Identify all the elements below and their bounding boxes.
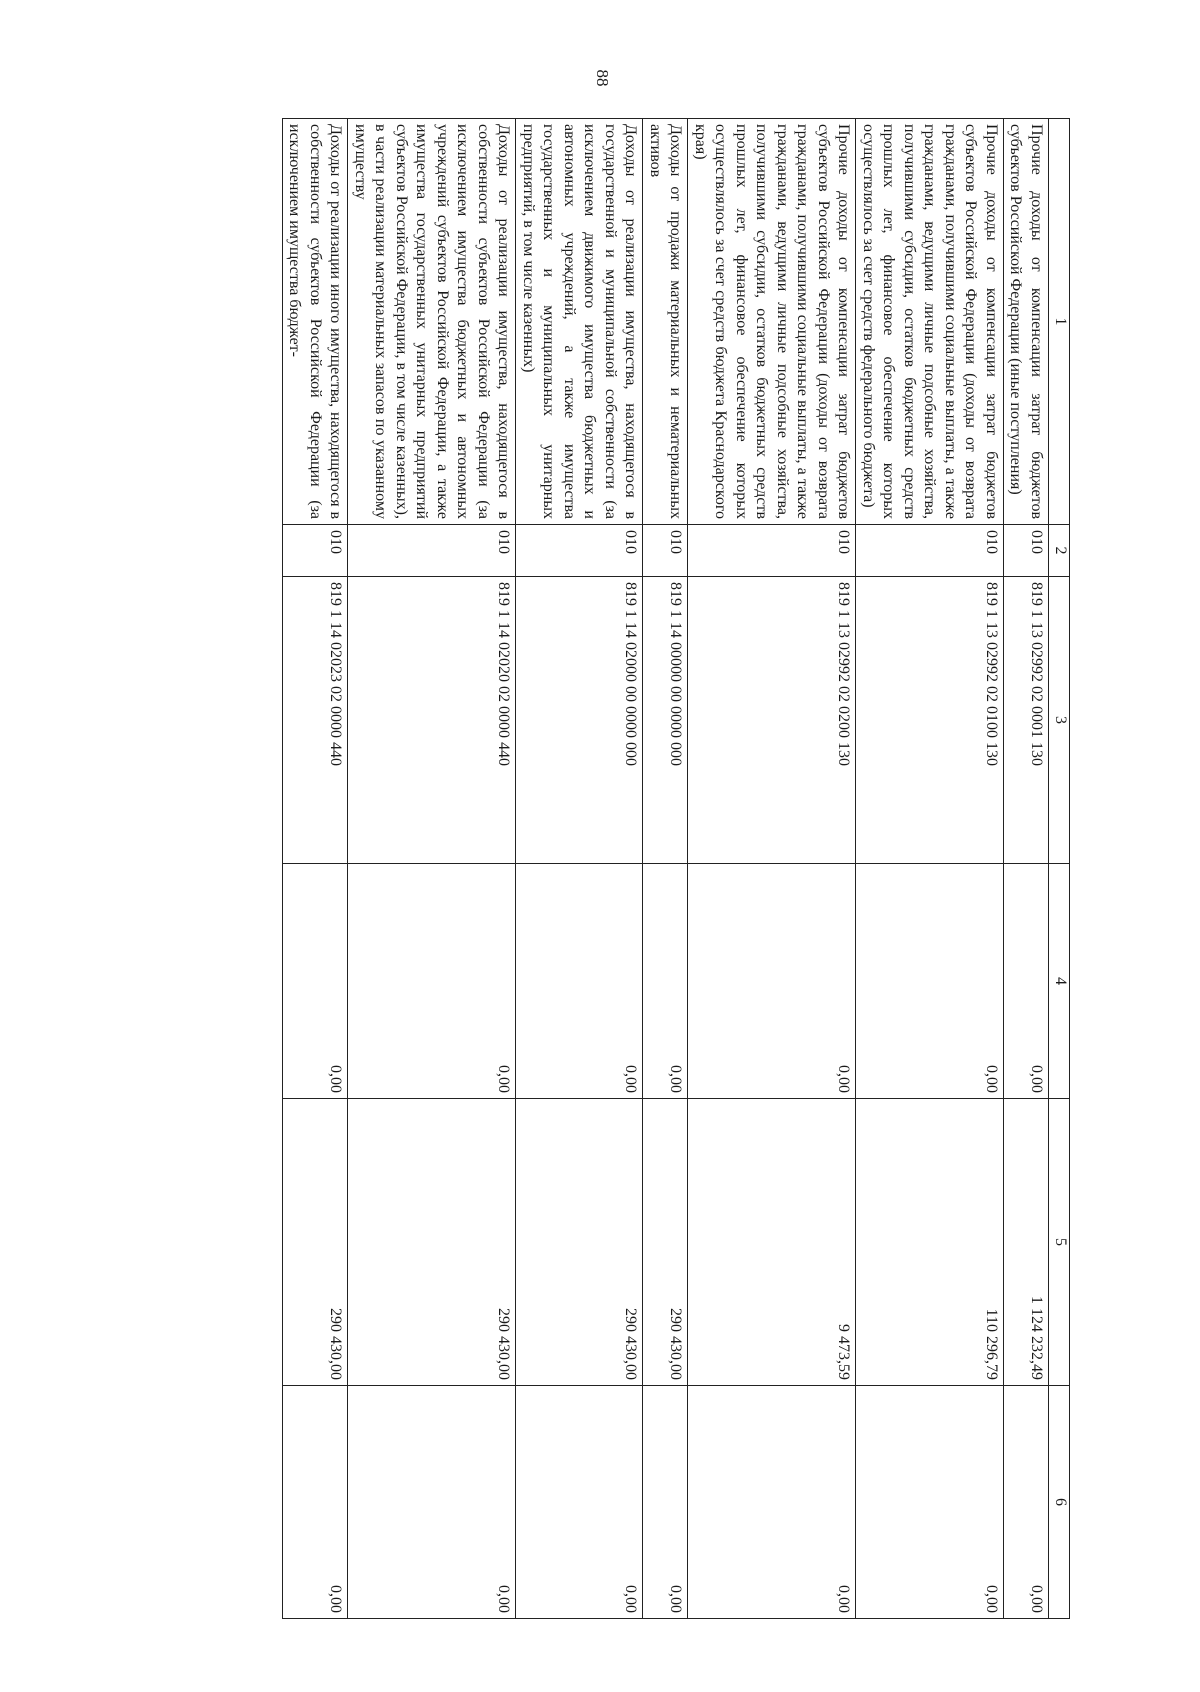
row-line-code: 010 bbox=[856, 525, 1004, 577]
row-budget-code: 819 1 14 02023 02 0000 440 bbox=[283, 577, 349, 864]
row-col6-value: 0,00 bbox=[516, 1386, 643, 1619]
row-line-code: 010 bbox=[516, 525, 643, 577]
row-col4-value: 0,00 bbox=[688, 864, 856, 1099]
column-number-row bbox=[1049, 119, 1070, 1619]
row-col4-value: 0,00 bbox=[348, 864, 516, 1099]
column-header-6: 6 bbox=[1049, 1386, 1070, 1619]
row-col6-value: 0,00 bbox=[856, 1386, 1004, 1619]
table-row bbox=[643, 119, 688, 1619]
row-name: Доходы от продажи материальных и нематериальных активов bbox=[643, 119, 688, 525]
table-row bbox=[856, 119, 1004, 1619]
row-name: Прочие доходы от компенсации затрат бюджетов субъектов Российской Федерации (иные поступления) bbox=[1004, 119, 1049, 525]
row-col6-value: 0,00 bbox=[643, 1386, 688, 1619]
row-name: Прочие доходы от компенсации затрат бюджетов субъектов Российской Федерации (доходы от возврата гражданами, получившими социальные выплаты, а также гражданами, ведущими личные подсобные хозяйства, получившими субсидии, остатков бюджетных средств прошлых лет, финансовое обеспечение которых осуществлялось за счет средств федерального бюджета) bbox=[856, 119, 1004, 525]
row-col6-value: 0,00 bbox=[688, 1386, 856, 1619]
row-line-code: 010 bbox=[348, 525, 516, 577]
row-name: Прочие доходы от компенсации затрат бюджетов субъектов Российской Федерации (доходы от возврата гражданами, получившими социальные выплаты, а также гражданами, ведущими личные подсобные хозяйства, получившими субсидии, остатков бюджетных средств прошлых лет, финансовое обеспечение которых осуществлялось за счет средств бюджета Краснодарского края) bbox=[688, 119, 856, 525]
row-col5-value: 290 430,00 bbox=[516, 1099, 643, 1386]
row-col4-value: 0,00 bbox=[856, 864, 1004, 1099]
table-row bbox=[283, 119, 349, 1619]
revenue-table bbox=[282, 118, 1070, 1619]
column-header-3: 3 bbox=[1049, 577, 1070, 864]
row-col6-value: 0,00 bbox=[1004, 1386, 1049, 1619]
table-row bbox=[688, 119, 856, 1619]
row-col5-value: 110 296,79 bbox=[856, 1099, 1004, 1386]
rotated-page-content bbox=[165, 118, 1070, 1618]
row-budget-code: 819 1 14 02000 00 0000 000 bbox=[516, 577, 643, 864]
row-budget-code: 819 1 14 00000 00 0000 000 bbox=[643, 577, 688, 864]
row-col5-value: 290 430,00 bbox=[643, 1099, 688, 1386]
page-number: 88 bbox=[593, 69, 612, 87]
column-header-1: 1 bbox=[1049, 119, 1070, 525]
table-row bbox=[348, 119, 516, 1619]
row-col4-value: 0,00 bbox=[643, 864, 688, 1099]
row-col5-value: 290 430,00 bbox=[283, 1099, 349, 1386]
row-name: Доходы от реализации имущества, находящегося в собственности субъектов Российской Федерации (за исключением имущества бюджетных и автономных учреждений субъектов Российской Федерации, а также имущества государственных унитарных предприятий субъектов Российской Федерации, в том числе казенных), в части реализации материальных запасов по указанному имуществу bbox=[348, 119, 516, 525]
row-budget-code: 819 1 13 02992 02 0100 130 bbox=[856, 577, 1004, 864]
row-col5-value: 9 473,59 bbox=[688, 1099, 856, 1386]
row-budget-code: 819 1 13 02992 02 0001 130 bbox=[1004, 577, 1049, 864]
row-line-code: 010 bbox=[283, 525, 349, 577]
row-line-code: 010 bbox=[688, 525, 856, 577]
row-col5-value: 1 124 232,49 bbox=[1004, 1099, 1049, 1386]
row-line-code: 010 bbox=[643, 525, 688, 577]
row-col6-value: 0,00 bbox=[283, 1386, 349, 1619]
row-col4-value: 0,00 bbox=[283, 864, 349, 1099]
row-col4-value: 0,00 bbox=[1004, 864, 1049, 1099]
row-name: Доходы от реализации иного имущества, находящегося в собственности субъектов Российской Федерации (за исключением имущества бюджет- bbox=[283, 119, 349, 525]
row-name: Доходы от реализации имущества, находящегося в государственной и муниципальной собственности (за исключением движимого имущества бюджетных и автономных учреждений, а также имущества государственных и муниципальных унитарных предприятий, в том числе казенных) bbox=[516, 119, 643, 525]
column-header-4: 4 bbox=[1049, 864, 1070, 1099]
table-row bbox=[516, 119, 643, 1619]
row-budget-code: 819 1 14 02020 02 0000 440 bbox=[348, 577, 516, 864]
table-row bbox=[1004, 119, 1049, 1619]
column-header-2: 2 bbox=[1049, 525, 1070, 577]
row-budget-code: 819 1 13 02992 02 0200 130 bbox=[688, 577, 856, 864]
column-header-5: 5 bbox=[1049, 1099, 1070, 1386]
row-line-code: 010 bbox=[1004, 525, 1049, 577]
row-col4-value: 0,00 bbox=[516, 864, 643, 1099]
row-col6-value: 0,00 bbox=[348, 1386, 516, 1619]
row-col5-value: 290 430,00 bbox=[348, 1099, 516, 1386]
